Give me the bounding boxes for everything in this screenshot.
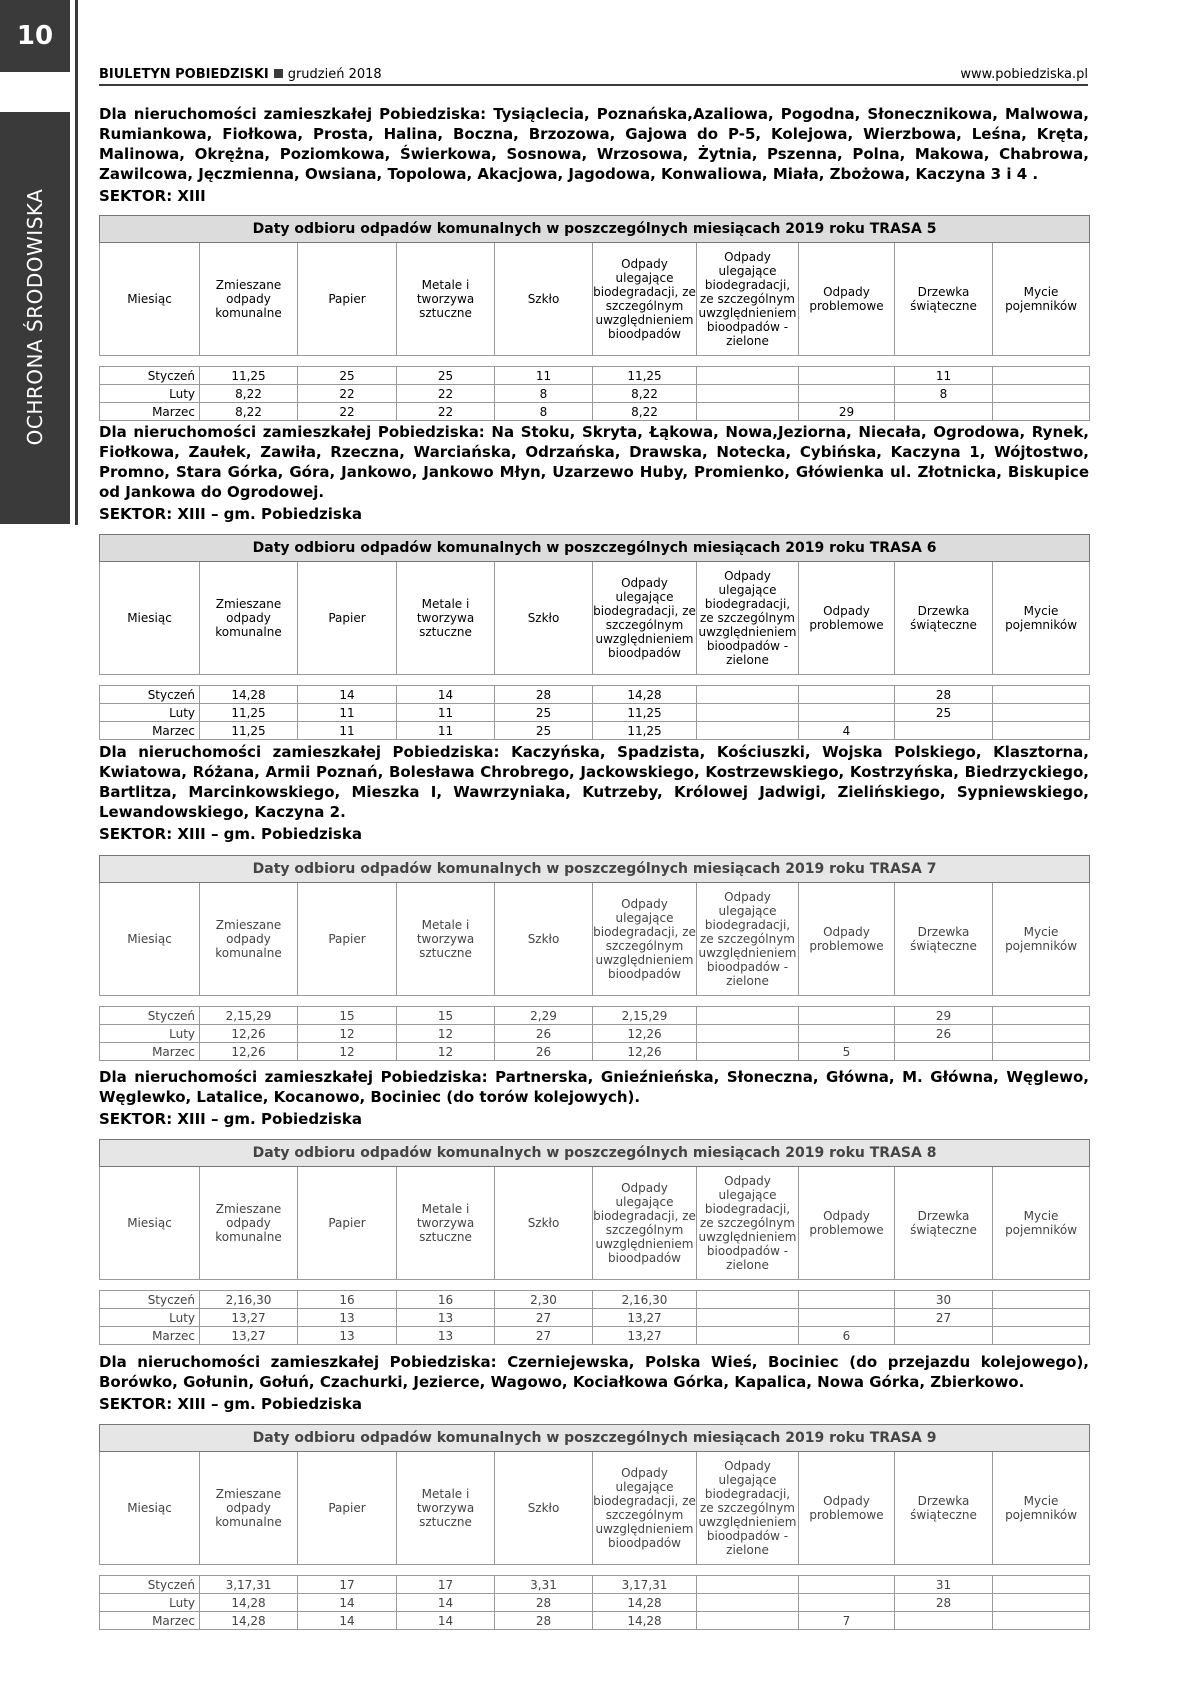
table-cell (993, 1043, 1090, 1061)
sidebar-rule (75, 0, 78, 525)
table-cell: 14 (397, 686, 495, 704)
column-header: Odpady ulegające biodegradacji, ze szczególnym uwzględnieniem bioodpadów (593, 1452, 697, 1565)
table-cell: 8 (495, 385, 593, 403)
month-cell: Marzec (100, 403, 200, 421)
table-cell: 2,30 (495, 1291, 593, 1309)
table-cell (697, 1043, 799, 1061)
table-row (100, 367, 1090, 385)
address-paragraph: Dla nieruchomości zamieszkałej Pobiedziska: Czerniejewska, Polska Wieś, Bociniec (do przejazdu kolejowego), Borówko, Gołunin, Gołuń, Czachurki, Jezierce, Wagowo, Kociałkowa Górka, Kapalica, Nowa Górka, Zbierkowo. (99, 1353, 1089, 1391)
table-cell: 3,17,31 (200, 1576, 298, 1594)
table-cell: 28 (495, 1594, 593, 1612)
header-left (99, 67, 382, 82)
table-cell (799, 1007, 895, 1025)
table-cell: 3,17,31 (593, 1576, 697, 1594)
schedule-table (99, 534, 1090, 740)
section-label: OCHRONA ŚRODOWISKA (23, 188, 47, 446)
table-cell: 13,27 (593, 1327, 697, 1345)
table-cell: 11,25 (200, 367, 298, 385)
month-cell: Marzec (100, 1612, 200, 1630)
column-header: Szkło (495, 883, 593, 996)
table-cell (799, 1025, 895, 1043)
table-cell: 22 (298, 403, 397, 421)
table-cell: 28 (895, 1594, 993, 1612)
table-cell: 11,25 (200, 704, 298, 722)
address-paragraph: Dla nieruchomości zamieszkałej Pobiedziska: Na Stoku, Skryta, Łąkowa, Nowa,Jeziorna, Niecała, Ogrodowa, Rynek, Fiołkowa, Zaułek, Zawiła, Rzeczna, Warciańska, Odrzańska, Drawska, Notecka, Cybińska, Kaczyna 1, Wójtostwo, Promno, Stara Górka, Góra, Jankowo, Jankowo Młyn, Uzarzewo Huby, Promienko, Główienka ul. Złotnicka, Biskupice od Jankowa do Ogrodowej. (99, 423, 1089, 501)
table-cell: 5 (799, 1043, 895, 1061)
sector-label: SEKTOR: XIII – gm. Pobiedziska (99, 505, 362, 523)
month-cell: Luty (100, 1309, 200, 1327)
table-cell: 17 (397, 1576, 495, 1594)
table-spacer (100, 996, 1090, 1007)
table-cell: 28 (495, 686, 593, 704)
table-header-row (100, 562, 1090, 675)
table-spacer (100, 356, 1090, 367)
table-cell: 13 (397, 1309, 495, 1327)
table-cell: 12 (298, 1043, 397, 1061)
schedule-table (99, 215, 1090, 421)
table-cell (799, 704, 895, 722)
address-paragraph: Dla nieruchomości zamieszkałej Pobiedziska: Partnerska, Gnieźnieńska, Słoneczna, Główna, M. Główna, Węglewo, Węglewko, Latalice, Kocanowo, Bociniec (do torów kolejowych). (99, 1068, 1089, 1106)
table-row (100, 1327, 1090, 1345)
table-cell: 12,26 (593, 1025, 697, 1043)
table-cell: 29 (799, 403, 895, 421)
table-cell: 29 (895, 1007, 993, 1025)
table-spacer (100, 1280, 1090, 1291)
bulletin-title: BIULETYN POBIEDZISKI (99, 67, 269, 82)
table-cell: 8,22 (200, 385, 298, 403)
column-header: Drzewka świąteczne (895, 562, 993, 675)
table-cell (799, 1594, 895, 1612)
column-header: Metale i tworzywa sztuczne (397, 883, 495, 996)
column-header: Miesiąc (100, 243, 200, 356)
table-cell: 28 (895, 686, 993, 704)
table-cell (697, 1594, 799, 1612)
table-header-row (100, 883, 1090, 996)
table-cell: 31 (895, 1576, 993, 1594)
column-header: Zmieszane odpady komunalne (200, 883, 298, 996)
column-header: Papier (298, 1452, 397, 1565)
table-cell (799, 385, 895, 403)
month-cell: Styczeń (100, 686, 200, 704)
table-cell: 11,25 (593, 704, 697, 722)
table-row (100, 1612, 1090, 1630)
column-header: Odpady problemowe (799, 562, 895, 675)
column-header: Zmieszane odpady komunalne (200, 1452, 298, 1565)
column-header: Mycie pojemników (993, 562, 1090, 675)
table-cell: 6 (799, 1327, 895, 1345)
column-header: Papier (298, 883, 397, 996)
table-cell: 11,25 (593, 722, 697, 740)
table-cell (895, 403, 993, 421)
table-cell: 8,22 (593, 403, 697, 421)
table-cell: 12,26 (593, 1043, 697, 1061)
table-cell (799, 367, 895, 385)
table-cell (993, 686, 1090, 704)
column-header: Odpady problemowe (799, 1167, 895, 1280)
table-cell: 30 (895, 1291, 993, 1309)
column-header: Szkło (495, 1452, 593, 1565)
table-cell: 12 (397, 1025, 495, 1043)
table-cell: 13 (298, 1327, 397, 1345)
table-cell: 28 (495, 1612, 593, 1630)
table-cell: 11 (397, 704, 495, 722)
table-cell: 2,16,30 (593, 1291, 697, 1309)
table-cell: 14 (298, 1594, 397, 1612)
column-header: Zmieszane odpady komunalne (200, 562, 298, 675)
table-cell (993, 367, 1090, 385)
section-sidebar (0, 112, 70, 524)
column-header: Mycie pojemników (993, 1167, 1090, 1280)
table-cell: 13,27 (593, 1309, 697, 1327)
table-row (100, 1007, 1090, 1025)
table-cell: 8 (895, 385, 993, 403)
table-cell: 14,28 (593, 686, 697, 704)
table-cell: 2,15,29 (593, 1007, 697, 1025)
table-cell: 26 (495, 1043, 593, 1061)
table-cell: 27 (495, 1309, 593, 1327)
column-header: Mycie pojemników (993, 883, 1090, 996)
column-header: Miesiąc (100, 1167, 200, 1280)
month-cell: Styczeń (100, 1576, 200, 1594)
table-row (100, 1594, 1090, 1612)
table-cell (697, 1576, 799, 1594)
table-cell: 14,28 (593, 1594, 697, 1612)
table-cell: 3,31 (495, 1576, 593, 1594)
column-header: Odpady ulegające biodegradacji, ze szczególnym uwzględnieniem bioodpadów (593, 243, 697, 356)
table-cell (993, 1007, 1090, 1025)
table-cell: 16 (298, 1291, 397, 1309)
table-cell: 2,29 (495, 1007, 593, 1025)
table-cell: 14 (397, 1594, 495, 1612)
column-header: Drzewka świąteczne (895, 1167, 993, 1280)
table-cell: 14,28 (200, 686, 298, 704)
month-cell: Styczeń (100, 1007, 200, 1025)
table-cell: 14 (397, 1612, 495, 1630)
table-cell: 8 (495, 403, 593, 421)
page-number: 10 (0, 0, 70, 72)
table-row (100, 1043, 1090, 1061)
table-cell (799, 686, 895, 704)
table-cell: 25 (397, 367, 495, 385)
column-header: Odpady ulegające biodegradacji, ze szczególnym uwzględnieniem bioodpadów - zielone (697, 562, 799, 675)
table-header-row (100, 1452, 1090, 1565)
column-header: Szkło (495, 1167, 593, 1280)
column-header: Odpady ulegające biodegradacji, ze szczególnym uwzględnieniem bioodpadów - zielone (697, 1452, 799, 1565)
table-cell (799, 1576, 895, 1594)
square-bullet-icon (274, 69, 283, 78)
table-row (100, 1309, 1090, 1327)
table-cell: 26 (495, 1025, 593, 1043)
column-header: Drzewka świąteczne (895, 883, 993, 996)
column-header: Odpady ulegające biodegradacji, ze szczególnym uwzględnieniem bioodpadów (593, 1167, 697, 1280)
table-cell (697, 1612, 799, 1630)
table-title: Daty odbioru odpadów komunalnych w poszczególnych miesiącach 2019 roku TRASA 8 (100, 1140, 1090, 1167)
table-cell: 7 (799, 1612, 895, 1630)
column-header: Miesiąc (100, 883, 200, 996)
table-cell: 14,28 (200, 1594, 298, 1612)
sector-label: SEKTOR: XIII – gm. Pobiedziska (99, 1110, 362, 1128)
column-header: Mycie pojemników (993, 243, 1090, 356)
column-header: Metale i tworzywa sztuczne (397, 1452, 495, 1565)
table-cell: 12,26 (200, 1043, 298, 1061)
column-header: Mycie pojemników (993, 1452, 1090, 1565)
table-cell: 13,27 (200, 1327, 298, 1345)
table-row (100, 1025, 1090, 1043)
table-cell: 11 (298, 722, 397, 740)
table-cell: 12 (298, 1025, 397, 1043)
table-cell (697, 1309, 799, 1327)
column-header: Odpady ulegające biodegradacji, ze szczególnym uwzględnieniem bioodpadów (593, 562, 697, 675)
table-cell: 22 (397, 403, 495, 421)
table-cell: 26 (895, 1025, 993, 1043)
page-header (99, 64, 1088, 86)
table-cell: 12 (397, 1043, 495, 1061)
table-row (100, 722, 1090, 740)
table-cell (993, 1594, 1090, 1612)
table-cell (799, 1309, 895, 1327)
table-cell: 27 (495, 1327, 593, 1345)
table-cell: 14 (298, 686, 397, 704)
column-header: Zmieszane odpady komunalne (200, 243, 298, 356)
column-header: Odpady ulegające biodegradacji, ze szczególnym uwzględnieniem bioodpadów - zielone (697, 1167, 799, 1280)
month-cell: Marzec (100, 1043, 200, 1061)
table-cell: 12,26 (200, 1025, 298, 1043)
table-title: Daty odbioru odpadów komunalnych w poszczególnych miesiącach 2019 roku TRASA 6 (100, 535, 1090, 562)
sector-label: SEKTOR: XIII – gm. Pobiedziska (99, 1395, 362, 1413)
month-cell: Marzec (100, 722, 200, 740)
table-header-row (100, 1167, 1090, 1280)
table-cell: 25 (495, 722, 593, 740)
month-cell: Marzec (100, 1327, 200, 1345)
table-cell: 11,25 (593, 367, 697, 385)
table-cell: 2,16,30 (200, 1291, 298, 1309)
table-cell (697, 403, 799, 421)
column-header: Drzewka świąteczne (895, 1452, 993, 1565)
table-cell (697, 367, 799, 385)
table-row (100, 385, 1090, 403)
table-cell (993, 403, 1090, 421)
table-cell (993, 704, 1090, 722)
table-cell (993, 385, 1090, 403)
table-cell: 4 (799, 722, 895, 740)
column-header: Miesiąc (100, 562, 200, 675)
table-cell: 8,22 (200, 403, 298, 421)
table-cell (993, 1612, 1090, 1630)
table-cell: 14 (298, 1612, 397, 1630)
table-cell: 25 (298, 367, 397, 385)
table-row (100, 1291, 1090, 1309)
table-row (100, 403, 1090, 421)
table-cell (993, 1327, 1090, 1345)
table-row (100, 704, 1090, 722)
table-cell (993, 1025, 1090, 1043)
month-cell: Luty (100, 385, 200, 403)
column-header: Szkło (495, 243, 593, 356)
table-cell (697, 385, 799, 403)
column-header: Odpady problemowe (799, 1452, 895, 1565)
schedule-table (99, 1139, 1090, 1345)
table-cell: 13,27 (200, 1309, 298, 1327)
table-cell: 11 (895, 367, 993, 385)
month-cell: Luty (100, 1594, 200, 1612)
table-cell (697, 686, 799, 704)
table-cell: 11 (495, 367, 593, 385)
table-cell: 8,22 (593, 385, 697, 403)
issue-date: grudzień 2018 (287, 67, 382, 82)
table-title: Daty odbioru odpadów komunalnych w poszczególnych miesiącach 2019 roku TRASA 5 (100, 216, 1090, 243)
table-cell (895, 1612, 993, 1630)
column-header: Papier (298, 243, 397, 356)
table-cell: 14,28 (593, 1612, 697, 1630)
table-cell (697, 1025, 799, 1043)
month-cell: Luty (100, 1025, 200, 1043)
schedule-table (99, 855, 1090, 1061)
month-cell: Styczeń (100, 1291, 200, 1309)
schedule-table (99, 1424, 1090, 1630)
column-header: Odpady ulegające biodegradacji, ze szczególnym uwzględnieniem bioodpadów - zielone (697, 883, 799, 996)
month-cell: Styczeń (100, 367, 200, 385)
column-header: Metale i tworzywa sztuczne (397, 243, 495, 356)
table-row (100, 1576, 1090, 1594)
table-cell (697, 1007, 799, 1025)
website-url: www.pobiedziska.pl (960, 67, 1088, 82)
table-cell (697, 722, 799, 740)
address-paragraph: Dla nieruchomości zamieszkałej Pobiedziska: Kaczyńska, Spadzista, Kościuszki, Wojska Polskiego, Klasztorna, Kwiatowa, Różana, Armii Poznań, Bolesława Chrobrego, Jackowskiego, Kostrzewskiego, Kostrzyńska, Biedrzyckiego, Bartlitza, Marcinkowskiego, Mieszka I, Wawrzyniaka, Kutrzeby, Królowej Jadwigi, Zielińskiego, Sypniewskiego, Lewandowskiego, Kaczyna 2. (99, 743, 1089, 821)
table-cell (895, 722, 993, 740)
table-cell: 13 (397, 1327, 495, 1345)
table-cell: 25 (895, 704, 993, 722)
column-header: Miesiąc (100, 1452, 200, 1565)
table-spacer (100, 1565, 1090, 1576)
table-cell: 22 (298, 385, 397, 403)
table-cell: 16 (397, 1291, 495, 1309)
table-cell (697, 1327, 799, 1345)
table-title: Daty odbioru odpadów komunalnych w poszczególnych miesiącach 2019 roku TRASA 9 (100, 1425, 1090, 1452)
table-cell: 27 (895, 1309, 993, 1327)
table-cell: 25 (495, 704, 593, 722)
sector-label: SEKTOR: XIII – gm. Pobiedziska (99, 825, 362, 843)
column-header: Papier (298, 1167, 397, 1280)
table-row (100, 686, 1090, 704)
table-cell (993, 1576, 1090, 1594)
address-paragraph: Dla nieruchomości zamieszkałej Pobiedziska: Tysiąclecia, Poznańska,Azaliowa, Pogodna, Słonecznikowa, Malwowa, Rumiankowa, Fiołkowa, Prosta, Halina, Boczna, Brzozowa, Gajowa do P-5, Kolejowa, Wierzbowa, Leśna, Kręta, Malinowa, Okrężna, Poziomkowa, Świerkowa, Sosnowa, Wrzosowa, Żytnia, Pszenna, Polna, Makowa, Chabrowa, Zawilcowa, Jęczmienna, Owsiana, Topolowa, Akacjowa, Jagodowa, Konwaliowa, Miała, Zbożowa, Kaczyna 3 i 4 . (99, 105, 1089, 183)
column-header: Papier (298, 562, 397, 675)
table-header-row (100, 243, 1090, 356)
column-header: Odpady ulegające biodegradacji, ze szczególnym uwzględnieniem bioodpadów - zielone (697, 243, 799, 356)
column-header: Metale i tworzywa sztuczne (397, 562, 495, 675)
table-cell: 14,28 (200, 1612, 298, 1630)
table-cell (697, 1291, 799, 1309)
column-header: Odpady ulegające biodegradacji, ze szczególnym uwzględnieniem bioodpadów (593, 883, 697, 996)
table-cell (895, 1327, 993, 1345)
column-header: Szkło (495, 562, 593, 675)
table-cell (895, 1043, 993, 1061)
table-cell: 11,25 (200, 722, 298, 740)
column-header: Odpady problemowe (799, 243, 895, 356)
table-cell (697, 704, 799, 722)
column-header: Drzewka świąteczne (895, 243, 993, 356)
table-cell: 2,15,29 (200, 1007, 298, 1025)
table-cell: 15 (397, 1007, 495, 1025)
table-cell: 11 (397, 722, 495, 740)
table-cell (799, 1291, 895, 1309)
table-cell: 15 (298, 1007, 397, 1025)
table-cell (993, 1291, 1090, 1309)
table-cell: 17 (298, 1576, 397, 1594)
table-spacer (100, 675, 1090, 686)
sector-label: SEKTOR: XIII (99, 187, 206, 205)
table-cell: 11 (298, 704, 397, 722)
table-cell: 22 (397, 385, 495, 403)
table-title: Daty odbioru odpadów komunalnych w poszczególnych miesiącach 2019 roku TRASA 7 (100, 856, 1090, 883)
table-cell: 13 (298, 1309, 397, 1327)
month-cell: Luty (100, 704, 200, 722)
table-cell (993, 1309, 1090, 1327)
column-header: Odpady problemowe (799, 883, 895, 996)
column-header: Zmieszane odpady komunalne (200, 1167, 298, 1280)
column-header: Metale i tworzywa sztuczne (397, 1167, 495, 1280)
table-cell (993, 722, 1090, 740)
